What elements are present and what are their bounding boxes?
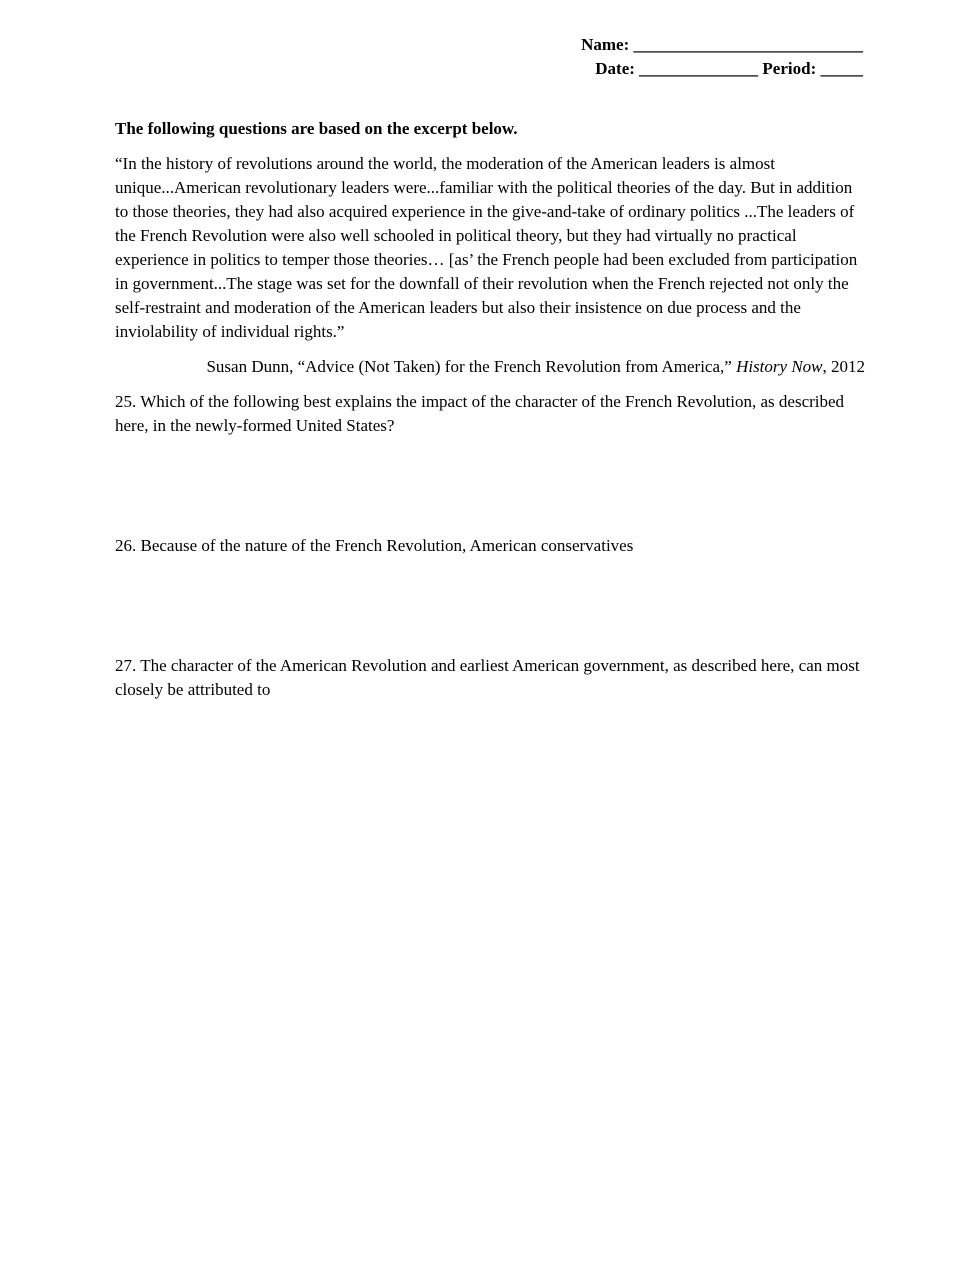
- name-line: Name: ___________________________: [581, 35, 863, 54]
- question-26: 26. Because of the nature of the French Revolution, American conservatives: [115, 536, 634, 555]
- citation-publication: History Now: [736, 357, 823, 376]
- date-period-line: Date: ______________ Period: _____: [595, 59, 863, 78]
- citation-prefix: Susan Dunn, “Advice (Not Taken) for the French Revolution from America,”: [206, 357, 737, 376]
- citation-suffix: , 2012: [822, 357, 865, 376]
- worksheet-body: [115, 117, 865, 702]
- student-info-header: [581, 33, 863, 81]
- excerpt-citation: [115, 355, 865, 379]
- excerpt-paragraph: “In the history of revolutions around the world, the moderation of the American leaders is almost unique...American revolutionary leaders were...familiar with the political theories of the day. But in addition to those theories, they had also acquired experience in the give-and-take of ordinary politics ...The leaders of the French Revolution were also well schooled in political theory, but they had virtually no practical experience in politics to temper those theories… [as’ the French people had been excluded from participation in government...The stage was set for the downfall of their revolution when the French rejected not only the self-restraint and moderation of the American leaders but also their insistence on due process and the inviolability of individual rights.”: [115, 154, 858, 341]
- instructions-heading: The following questions are based on the excerpt below.: [115, 119, 518, 138]
- question-27: 27. The character of the American Revolution and earliest American government, as described here, can most closely be attributed to: [115, 656, 860, 699]
- question-25: 25. Which of the following best explains the impact of the character of the French Revolution, as described here, in the newly-formed United States?: [115, 392, 845, 435]
